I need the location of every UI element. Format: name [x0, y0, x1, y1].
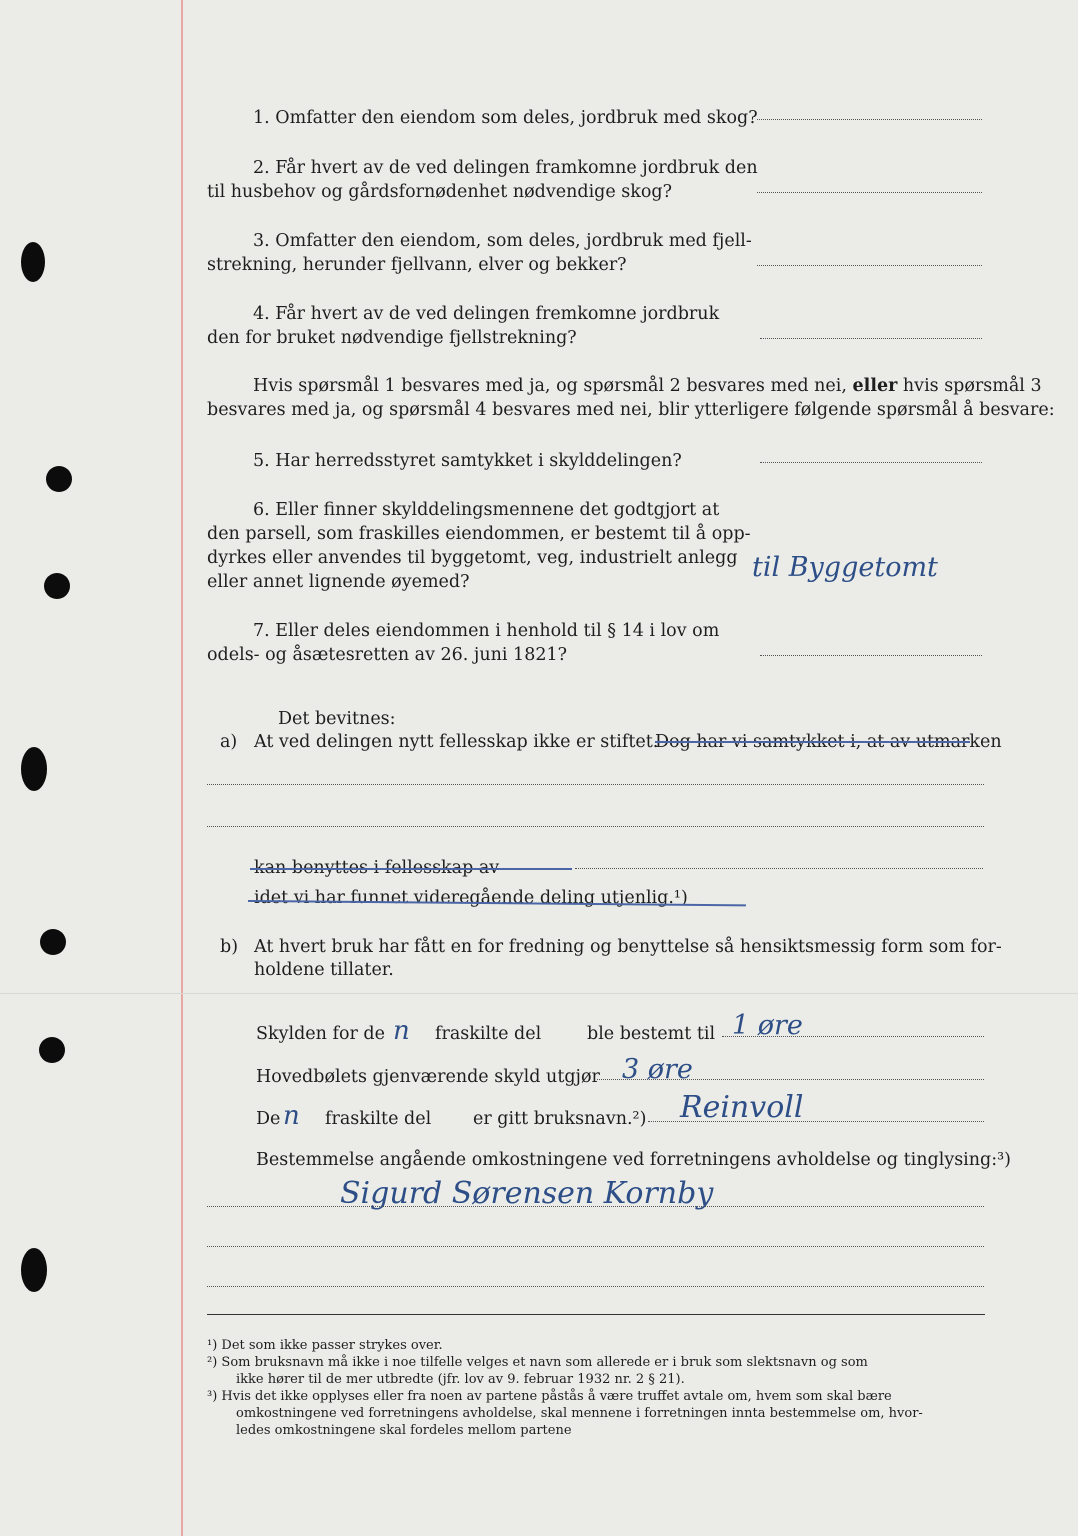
question-4-line-1: 4. Får hvert av de ved delingen fremkomne jordbruk: [253, 304, 720, 324]
question-7-line-2: odels- og åsætesretten av 26. juni 1821?: [207, 645, 567, 665]
strikethrough: [250, 868, 572, 870]
footnote-3-line-2: omkostningene ved forretningens avholdelse, skal mennene i forretningen innta bestemmelse om, hvor-: [236, 1406, 923, 1421]
footnote-2-line-2: ikke hører til de mer utbredte (jfr. lov av 9. februar 1932 nr. 2 § 21).: [236, 1372, 685, 1387]
question-6-line-3: dyrkes eller anvendes til byggetomt, veg, industrielt anlegg: [207, 548, 738, 568]
answer-line-3: [757, 265, 982, 266]
question-6-line-4: eller annet lignende øyemed?: [207, 572, 470, 592]
bevitnes-b-line-1: At hvert bruk har fått en for fredning og benyttelse så hensiktsmessig form som for-: [254, 937, 1002, 957]
answer-line-1: [757, 119, 982, 120]
blank-line: [207, 1286, 984, 1287]
answer-line-skyld-2: [597, 1079, 984, 1080]
blank-line: [207, 826, 984, 827]
question-6-line-2: den parsell, som fraskilles eiendommen, er bestemt til å opp-: [207, 524, 751, 544]
blank-line: [207, 1206, 984, 1207]
answer-line-5: [760, 462, 982, 463]
bevitnes-a-struck: Dog har vi samtykket i, at av utmarken: [655, 732, 1002, 752]
condition-text-c: hvis spørsmål 3: [902, 376, 1042, 396]
bevitnes-a-text: At ved delingen nytt fellesskap ikke er stiftet.: [254, 732, 659, 752]
condition-eller: eller: [852, 376, 898, 396]
footnote-separator: [207, 1314, 985, 1315]
punch-hole: [44, 573, 70, 599]
skyld-line-1-b: fraskilte del: [435, 1024, 542, 1044]
answer-line-2: [757, 192, 982, 193]
question-5: 5. Har herredsstyret samtykket i skylddelingen?: [253, 451, 682, 471]
skyld-line-3-b: fraskilte del: [325, 1109, 432, 1129]
punch-hole: [21, 242, 45, 282]
bevitnes-a-struck-line-3: idet vi har funnet videregående deling utjenlig.¹): [254, 888, 688, 908]
footnote-3-line-3: ledes omkostningene skal fordeles mellom partene: [236, 1423, 572, 1438]
bevitnes-b-line-2: holdene tillater.: [254, 960, 394, 980]
omkostninger-value: Sigurd Sørensen Kornby: [340, 1176, 714, 1211]
question-3-line-1: 3. Omfatter den eiendom, som deles, jordbruk med fjell-: [253, 231, 752, 251]
blank-line: [207, 1246, 984, 1247]
skyld-line-3-handwritten-n: n: [283, 1101, 300, 1131]
condition-line-2: besvares med ja, og spørsmål 4 besvares med nei, blir ytterligere følgende spørsmål å besvare:: [207, 400, 1055, 420]
bruksnavn-value: Reinvoll: [680, 1090, 804, 1125]
bevitnes-heading: Det bevitnes:: [278, 709, 396, 729]
punch-hole: [21, 1248, 47, 1292]
strikethrough: [655, 741, 970, 743]
footnote-3-line-1: ³) Hvis det ikke opplyses eller fra noen av partene påstås å være truffet avtale om, hvem som skal bære: [207, 1389, 892, 1404]
question-1: 1. Omfatter den eiendom som deles, jordbruk med skog?: [253, 108, 758, 128]
blank-line: [207, 784, 984, 785]
footnote-2-line-1: ²) Som bruksnavn må ikke i noe tilfelle velges et navn som allerede er i bruk som slektsnavn og som: [207, 1355, 868, 1370]
skyld-line-1-value: 1 øre: [732, 1010, 803, 1041]
footnote-1: ¹) Det som ikke passer strykes over.: [207, 1338, 443, 1353]
condition-line-1: [253, 374, 1042, 398]
skyld-line-3-a: De: [256, 1109, 281, 1129]
question-6-line-1: 6. Eller finner skylddelingsmennene det godtgjort at: [253, 500, 720, 520]
skyld-line-1-handwritten-n: n: [393, 1016, 410, 1046]
margin-line: [181, 0, 183, 1536]
bevitnes-a-struck-line-2: kan benyttes i fellesskap av: [254, 858, 500, 878]
bevitnes-a-label: a): [220, 732, 238, 752]
punch-hole: [21, 747, 47, 791]
skyld-line-2-value: 3 øre: [622, 1054, 693, 1085]
answer-line-4: [760, 338, 982, 339]
skyld-line-3-c: er gitt bruksnavn.²): [473, 1109, 647, 1129]
question-2-line-1: 2. Får hvert av de ved delingen framkomne jordbruk den: [253, 158, 758, 178]
skyld-line-1-c: ble bestemt til: [587, 1024, 716, 1044]
bevitnes-b-label: b): [220, 937, 239, 957]
fold-crease: [0, 993, 1078, 994]
blank-line: [575, 868, 983, 869]
question-2-line-2: til husbehov og gårdsfornødenhet nødvendige skog?: [207, 182, 672, 202]
skyld-line-2: Hovedbølets gjenværende skyld utgjør: [256, 1067, 600, 1087]
answer-line-bruksnavn: [648, 1121, 984, 1122]
skyld-line-1-a: Skylden for de: [256, 1024, 385, 1044]
question-3-line-2: strekning, herunder fjellvann, elver og bekker?: [207, 255, 627, 275]
answer-6-handwritten: til Byggetomt: [752, 552, 938, 583]
punch-hole: [39, 1037, 65, 1063]
answer-line-skyld-1: [722, 1036, 984, 1037]
omkostninger-label: Bestemmelse angående omkostningene ved forretningens avholdelse og tinglysing:³): [256, 1150, 1011, 1170]
punch-hole: [46, 466, 72, 492]
punch-hole: [40, 929, 66, 955]
question-4-line-2: den for bruket nødvendige fjellstrekning?: [207, 328, 577, 348]
answer-line-7: [760, 655, 982, 656]
condition-text-a: Hvis spørsmål 1 besvares med ja, og spørsmål 2 besvares med nei,: [253, 376, 847, 396]
question-7-line-1: 7. Eller deles eiendommen i henhold til § 14 i lov om: [253, 621, 720, 641]
